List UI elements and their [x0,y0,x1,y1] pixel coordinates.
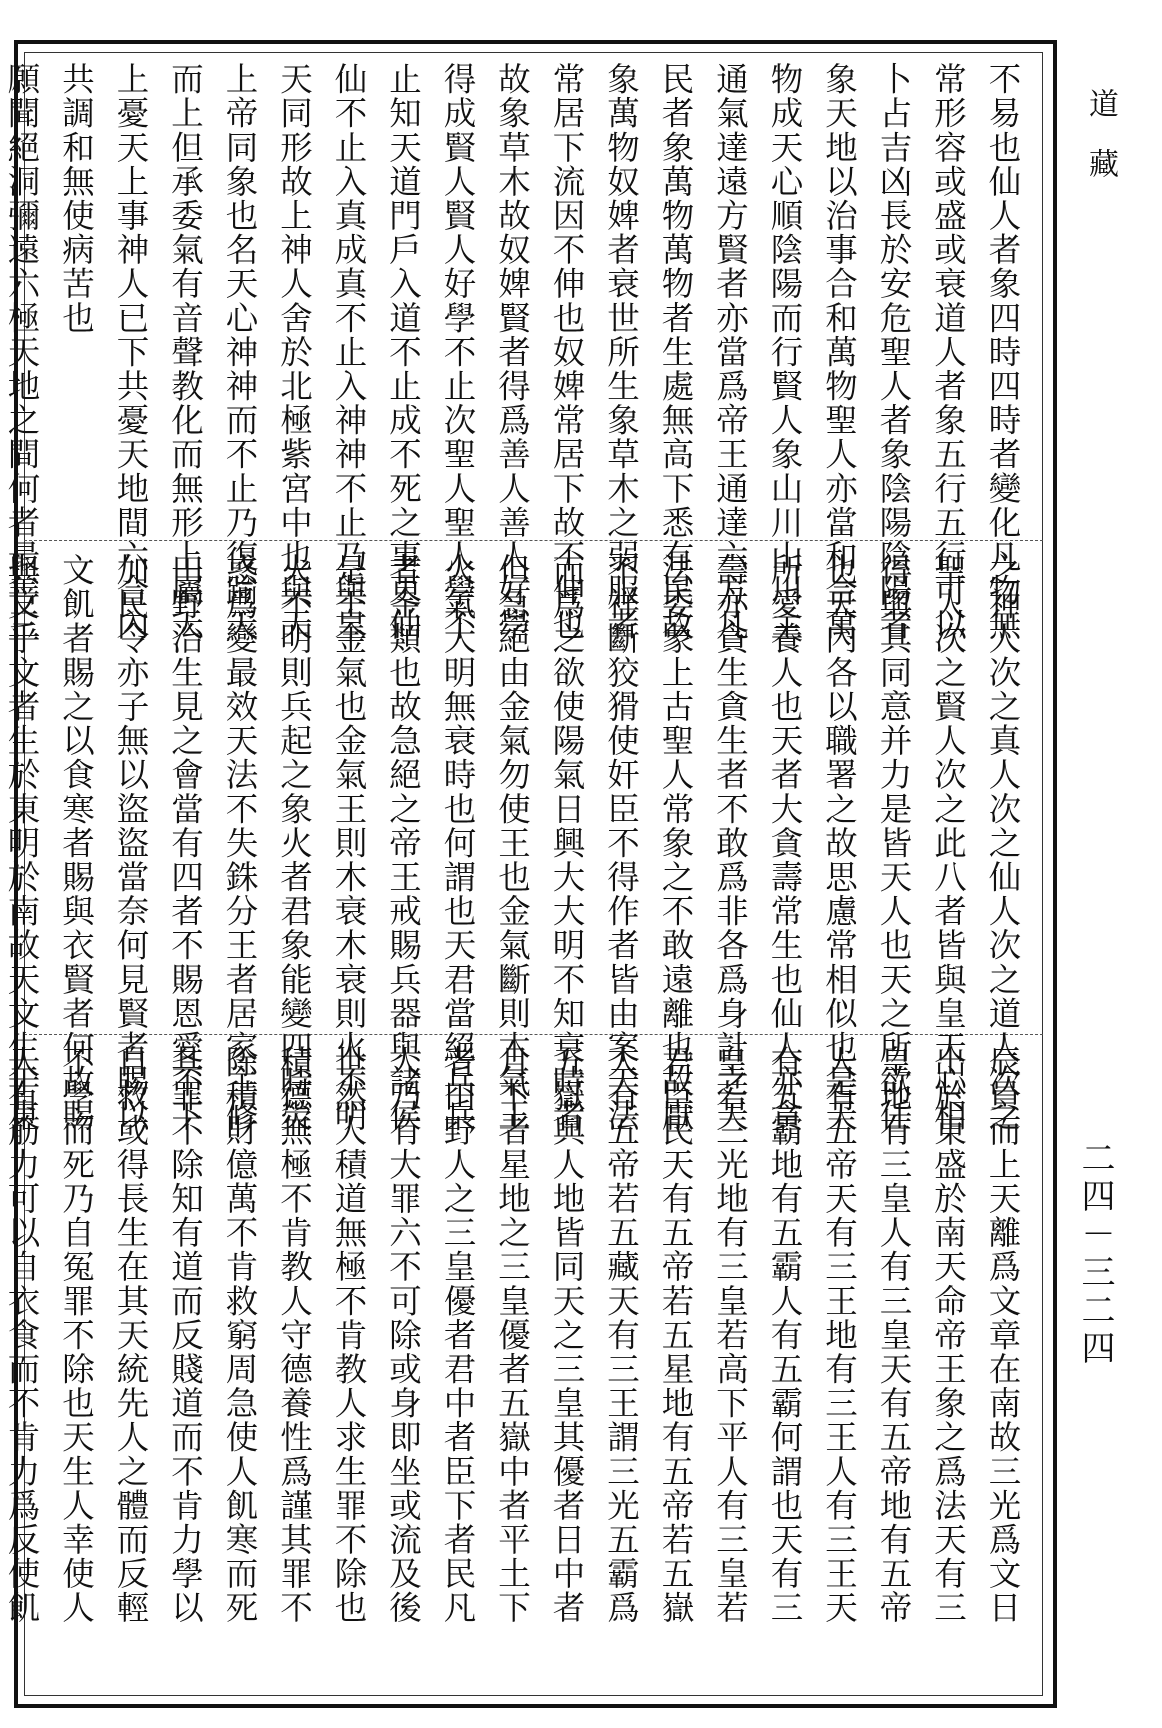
text-column: 上憂天上事神人已下共憂天地間六合內 [112,62,150,642]
text-column: 仙不止入真成真不止入神神不止乃與皇 [330,62,368,642]
text-column: 者田野人之三皇優者君中者臣下者民凡 [439,1045,477,1625]
text-column: 卜占吉凶長於安危聖人者象陰陽陰陽者 [875,62,913,642]
text-column: 共調和無使病苦也 [57,62,96,335]
text-column: 除積財億萬不肯救窮周急使人飢寒而死 [221,1045,259,1625]
text-column: 五嶽與人地皆同天之三皇其優者日中者 [548,1045,586,1625]
text-column: 之神人次之真人次之仙人次之道人次之 [984,553,1022,1133]
text-column: 通氣達遠方賢者亦當爲帝王通達六方凡 [711,62,750,642]
text-column: 積德無極不肯教人守德養性爲謹其罪不 [275,1045,314,1625]
text-column: 不學而死乃自冤罪不除也天生人幸使人 [57,1045,96,1625]
text-column: 法委象上古聖人常象之不敢遠離也故厭 [657,553,695,1133]
text-column: 人有筋力可以自衣食而不肯力爲反使飢 [3,1045,41,1625]
text-column: 火不明則兵起之象火者君象能變四時熒 [275,553,314,1133]
text-column: 人乃有大罪六不可除或身即坐或流及後 [384,1045,423,1625]
text-column: 常居下流因不伸也奴婢常居下故不伸也 [548,62,586,642]
text-column: 君臣民天有五帝若五星地有五帝若五嶽 [657,1045,695,1625]
text-column: 天同形故上神人舍於北極紫宮中也與天 [275,62,314,642]
text-column: 不祥斷狡猾使奸臣不得作者皆由案天法 [602,553,641,1133]
text-column: 故象草木故奴婢賢者得爲善人善人好學 [493,62,532,642]
text-column: 月下者星地之三皇優者五嶽中者平土下 [493,1045,532,1625]
text-column: 象萬物奴婢者衰世所生象草木之弱服者 [602,62,641,642]
text-column: 也天內各以職署之故思慮常相似也是天 [820,553,859,1133]
text-column: 人有五帝天有三王地有三王人有三王天 [820,1045,859,1625]
page-number: 二四－三二四 [1075,1140,1115,1368]
text-column: 壽亦貪生貪生者不敢爲非各爲身計之天 [711,553,750,1133]
side-title: 道藏 [1083,88,1118,208]
text-column: 文飢者賜之以食寒者賜與衣賢者何故賜 [57,553,96,1133]
text-column: 物成天心順陰陽而行賢人象山川山川主 [766,62,804,642]
text-column: 其罪不除知有道而反賤道而不肯力學以 [166,1045,205,1625]
text-column: 有五霸地有五霸人有五霸何謂也天有三 [766,1045,804,1625]
text-column: 得成賢人賢人好學不止次聖人聖人學不 [439,62,477,642]
text-column: 人有五帝若五藏天有三王謂三光五霸爲 [602,1045,641,1625]
text-column: 所愛養人也天者大貪壽常生也仙人亦貪 [766,553,804,1133]
text-column: 得與其同意并力是皆天人也天之所欲任 [875,553,913,1133]
text-column: 加民令亦子無以盜盜當奈何見賢者賜以 [112,553,150,1133]
panel-bottom [3,1045,1030,1625]
text-column: 出於東盛於南天命帝王象之爲法天有三 [929,1045,968,1625]
text-column: 常形容或盛或衰道人者象五行五行可以 [929,62,968,642]
text-column: 不易也仙人者象四時四時者變化凡物無 [984,62,1022,642]
text-column: 田野治生見之會當有四者不賜恩愛不下 [166,553,205,1133]
text-column: 者金類也故急絕之帝王戒賜兵器與諸侯 [384,553,423,1133]
text-column: 辰員而上天離爲文章在南故三光爲文日 [984,1045,1022,1625]
text-column: 是王金氣也金氣王則木衰木衰則火不明 [330,553,368,1133]
text-column: 而爲之欲使陽氣日興大大明不知衰時者 [548,553,586,1133]
text-column: 象天地以治事合和萬物聖人亦當和合萬 [820,62,859,642]
text-column: 止知天道門戶入道不止成不死之事更仙 [384,62,423,642]
text-column: 上帝同象也名天心神神而不止乃復踰天 [221,62,259,642]
text-column: 與文乎文者生於東明於南故天文生于東 [3,553,41,1133]
text-column: 自救或得長生在其天統先人之體而反輕 [112,1045,150,1625]
text-column: 惑爲變最效天法不失銖分王者居家主修 [221,553,259,1133]
text-column: 聖人次之賢人次之此八者皆與皇天心相 [929,553,968,1133]
text-column: 火氣大明無衰時也何謂也天君當絕兵兵 [439,553,477,1133]
text-column: 世然人積道無極不肯教人求生罪不除也 [330,1045,368,1625]
text-column: 民者象萬物萬物者生處無高下悉有民故 [657,62,695,642]
text-column: 皇若三光地有三皇若高下平人有三皇若 [711,1045,750,1625]
panel-top [3,62,1030,642]
text-column: 但急絕由金氣勿使王也金氣斷則木氣王 [493,553,532,1133]
panel-middle [3,553,1030,1133]
text-column: 皇地有三皇人有三皇天有五帝地有五帝 [875,1045,913,1625]
text-column: 而上但承委氣有音聲教化而無形上屬天 [166,62,205,642]
text-column: 願聞絕洞彌遠六極天地之間何者最善三 [3,62,41,642]
